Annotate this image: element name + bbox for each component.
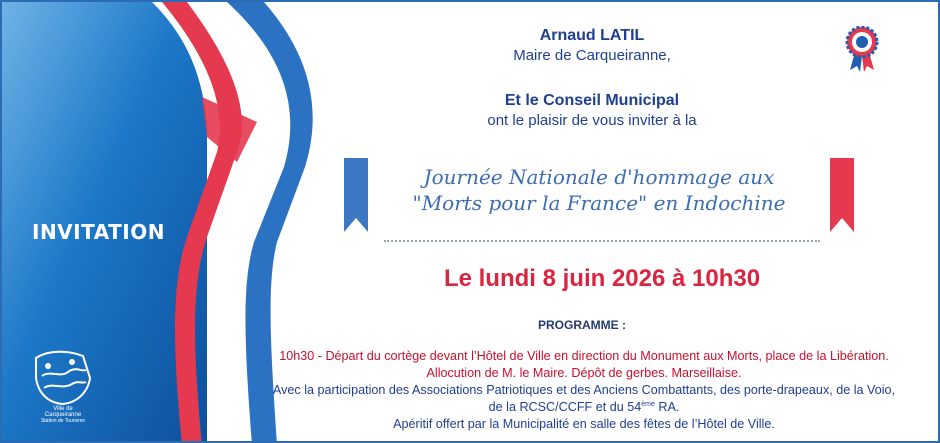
logo-subtitle: Station de Tourisme bbox=[40, 418, 86, 424]
event-title bbox=[374, 164, 824, 216]
cockade-icon bbox=[844, 26, 880, 72]
ribbon-banner-right-icon bbox=[830, 158, 854, 232]
programme-label: PROGRAMME : bbox=[538, 318, 626, 332]
programme-line3: Avec la participation des Associations Patriotiques et des Anciens Combattants, des porte-drapeaux, de la Voio, bbox=[272, 383, 896, 397]
invite-text: ont le plaisir de vous inviter à la bbox=[487, 112, 697, 129]
mayor-block bbox=[402, 26, 782, 66]
event-title-line1: Journée Nationale d'hommage aux bbox=[423, 165, 775, 189]
programme-line4-post: RA. bbox=[654, 400, 680, 414]
mayor-title: Maire de Carqueiranne, bbox=[513, 47, 671, 64]
city-logo-icon bbox=[28, 348, 98, 406]
mayor-name: Arnaud LATIL bbox=[539, 27, 645, 44]
logo-text-line2: Carqueiranne bbox=[44, 412, 82, 418]
programme-line1: 10h30 - Départ du cortège devant l’Hôtel de Ville en direction du Monument aux Morts, place de la Libération. bbox=[279, 349, 889, 363]
logo-text-line1: Ville de bbox=[53, 406, 73, 412]
dotted-divider bbox=[384, 240, 820, 242]
council-block bbox=[402, 91, 782, 131]
programme-line5: Apéritif offert par la Municipalité en salle des fêtes de l’Hôtel de Ville. bbox=[393, 417, 775, 431]
event-date: Le lundi 8 juin 2026 à 10h30 bbox=[443, 265, 761, 292]
invitation-label: INVITATION bbox=[32, 220, 165, 244]
programme-line4-sup: ème bbox=[641, 400, 655, 408]
city-logo bbox=[28, 348, 98, 426]
programme-line4-pre: de la RCSC/CCFF et du 54 bbox=[488, 400, 642, 414]
ribbon-banner-left-icon bbox=[344, 158, 368, 232]
council-title: Et le Conseil Municipal bbox=[504, 92, 680, 109]
event-title-line2: "Morts pour la France" en Indochine bbox=[412, 191, 786, 215]
programme-text bbox=[224, 348, 940, 433]
programme-line2: Allocution de M. le Maire. Dépôt de gerbes. Marseillaise. bbox=[426, 366, 742, 380]
logo-text bbox=[28, 406, 98, 418]
programme-line4 bbox=[224, 399, 940, 416]
